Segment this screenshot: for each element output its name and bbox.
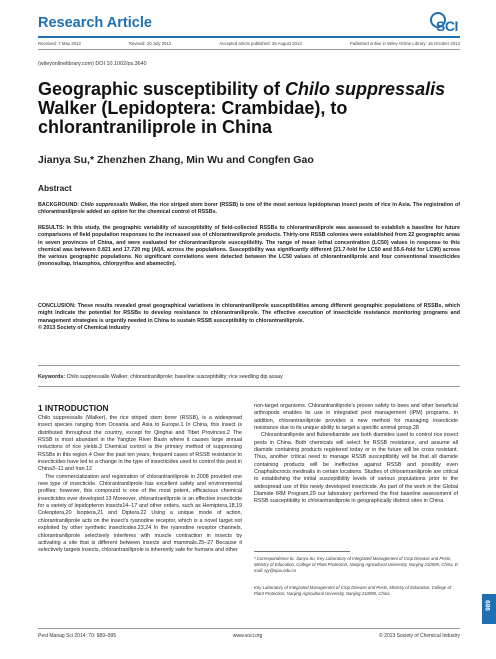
footnote-rule xyxy=(254,551,350,552)
conclusion-text: These results revealed great geographical variations in chlorantraniliprole susceptibilities among different geographic populations of RSSBs, which might indicate the potential for RSSBs to develop resistance to chlorantraniliprole. The effective execution of insecticide resistance monitoring programs and management strategies is urgently needed in China to sustain RSSB susceptibility to chlorantraniliprole. xyxy=(38,303,460,324)
background-label: BACKGROUND: xyxy=(38,202,79,208)
background-text: Walker, the rice striped stem borer (RSSB) is one of the most serious lepidopteran insect pests of rice in Asia. The registration of chlorantraniliprole added an option for the chemical control of RSSBs. xyxy=(38,202,460,216)
title-part-2: Walker (Lepidoptera: Crambidae), to chlorantraniliprole in China xyxy=(38,98,348,137)
intro-paragraph-2: The commercialization and registration of chlorantraniliprole in 2008 provided one new type of insecticide. Chlorantraniliprole has excellent safety and environmental profiles; however, this compound is one of the most potent, efficacious chemical insecticides ever developed.13 Moreover, chlorantraniliprole is an effective insecticide for a variety of lepidopteron insects14–17 and other orders, such as Hemiptera,18,19 Coleoptera,20 Isoptera,21 and Diptera.22 Using a unique mode of action, chlorantraniliprole acts on the insect's ryanodine receptor, which is a novel target not exploited by other synthetic insecticides.23,24 In the ryanodine receptor channels, chlorantraniliprole selectively interferes with muscle contraction in insects by activating a site that is different between insects and mammals.25–27 Because it selectively targets insects, chlorantraniliprole is inherently safe for humans and other xyxy=(38,473,242,554)
article-title xyxy=(38,80,460,137)
published-date: Published online in Wiley Online Library: 16 October 2013 xyxy=(349,41,460,46)
section-label: Research Article xyxy=(38,15,152,31)
intro-paragraph-4: Chlorantraniliprole and flubendiamide are both diamides used to control rice insect pests in China. Both chemicals will select for RSSB resistance, and assume all diamide containing products registered today or in the future will be cross resistant. Thus, another critical need to manage RSSB susceptibility will be that all diamide containing products will be ineffective against RSSB and possibly even Cnaphalocrocis medinalis in certain locations. Studies of chlorantraniliprole are critical to establishing the initial susceptibility levels of various populations prior to the widespread use of this newly developed insecticide. As part of the work in the Global Diamide IRM Program,29 our laboratory performed the first baseline assessment of RSSB susceptibility to chlorantraniliprole in geographically distinct sites in China. xyxy=(254,432,458,505)
page-number-tab xyxy=(482,594,496,624)
keywords-line xyxy=(38,374,283,380)
abstract-copyright: © 2013 Society of Chemical Industry xyxy=(38,324,131,331)
intro-paragraph-1: Chilo suppressalis (Walker), the rice striped stem borer (RSSB), is a widespread insect species ranging from Oceania and Asia to Europe.1 In China, this insect is distributed throughout the country, except for Qinghai and Tibet Provinces.2 The RSSB is most abundant in the Yangtze River Basin where it causes large annual reductions of rice yields.3 Chemical control is the primary method of suppressing RSSBs in this region.4 Over the past ten years, frequent cases of RSSB resistance to insecticides have led to a change in the type of insecticides used to control this pest in China3–11 and Iran.12 xyxy=(38,415,242,473)
introduction-heading: 1 INTRODUCTION xyxy=(38,403,109,413)
background-species: Chilo suppressalis xyxy=(80,202,129,208)
sci-logo xyxy=(430,12,460,34)
keywords-rule-bottom xyxy=(38,386,460,387)
keywords-text: Chilo suppressalis Walker; chlorantraniliprole; baseline susceptibility; rice seedling dip assay xyxy=(65,374,283,380)
abstract-results xyxy=(38,225,460,269)
results-text: In this study, the geographic variability of susceptibility of field-collected RSSBs to chlorantraniliprole was assessed to establish a baseline for future comparisons of field population responses to the increased use of chlorantraniliprole products. Thirty-one RSSB colonies were established from 22 geographic areas in seven provinces of China, and were evaluated for chlorantraniliprole susceptibility. The range of mean lethal concentration (LC50) values in response to this chemical was between 0.821 and 17.720 mg (AI)/L across the populations. Susceptibility was significantly different (21.7-fold for LC50 and 55.6-fold for LC90) across the various geographic populations. No significant correlations were detected between the LC50 values of chlorantraniliprole and four conventional insecticides (monosultap, triazophos, chlorpyrifos and abamectin). xyxy=(38,225,460,268)
correspondence-footnote: * Correspondence to: Jianya Su, Key Laboratory of Integrated Management of Crop Disease and Pests, Ministry of Education, College of Plant Protection, Nanjing Agricultural University, Nanjing 210095, China. E-mail: sjy@njau.edu.cn xyxy=(254,556,460,573)
conclusion-label: CONCLUSION: xyxy=(38,303,76,309)
keywords-label: Keywords: xyxy=(38,374,66,380)
title-species: Chilo suppressalis xyxy=(285,79,446,99)
publication-dates xyxy=(38,41,460,46)
abstract-conclusion xyxy=(38,303,460,332)
doi-line: (wileyonlinelibrary.com) DOI 10.1002/ps.3640 xyxy=(38,61,147,67)
accepted-date: Accepted article published: 28 August 2013 xyxy=(219,41,302,46)
page-footer xyxy=(38,633,460,639)
abstract-heading: Abstract xyxy=(38,183,72,193)
footer-copyright: © 2013 Society of Chemical Industry xyxy=(379,633,460,639)
left-column xyxy=(38,415,242,555)
author-list: Jianya Su,* Zhenzhen Zhang, Min Wu and Congfen Gao xyxy=(38,154,314,166)
right-column xyxy=(254,403,458,506)
title-part-1: Geographic susceptibility of xyxy=(38,79,286,99)
footer-site[interactable]: www.soci.org xyxy=(232,633,263,639)
received-date: Received: 7 May 2013 xyxy=(38,41,81,46)
results-label: RESULTS: xyxy=(38,225,65,231)
footer-rule xyxy=(38,628,460,629)
sci-logo-text: SCI xyxy=(436,18,458,34)
intro-paragraph-3: non-target organisms. Chlorantraniliprole's proven safety to bees and other beneficial arthropods enables its use in integrated pest management (IPM) programs. In addition, chlorantraniliprole provides a new method for managing insecticide resistance due to its unique ability to target a specific animal group.28 xyxy=(254,403,458,432)
revised-date: Revised: 20 July 2013 xyxy=(128,41,172,46)
header-rule xyxy=(38,36,460,38)
page-number: 989 xyxy=(484,600,492,611)
footer-journal: Pest Manag Sci 2014; 70: 989–995 xyxy=(38,633,117,639)
abstract-background xyxy=(38,202,460,217)
affiliation-footnote: Key Laboratory of Integrated Management of Crop Disease and Pests, Ministry of Education, College of Plant Protection, Nanjing Agricultural University, Nanjing 210095, China xyxy=(254,585,452,596)
dates-rule xyxy=(38,49,460,50)
keywords-rule-top xyxy=(38,365,460,366)
